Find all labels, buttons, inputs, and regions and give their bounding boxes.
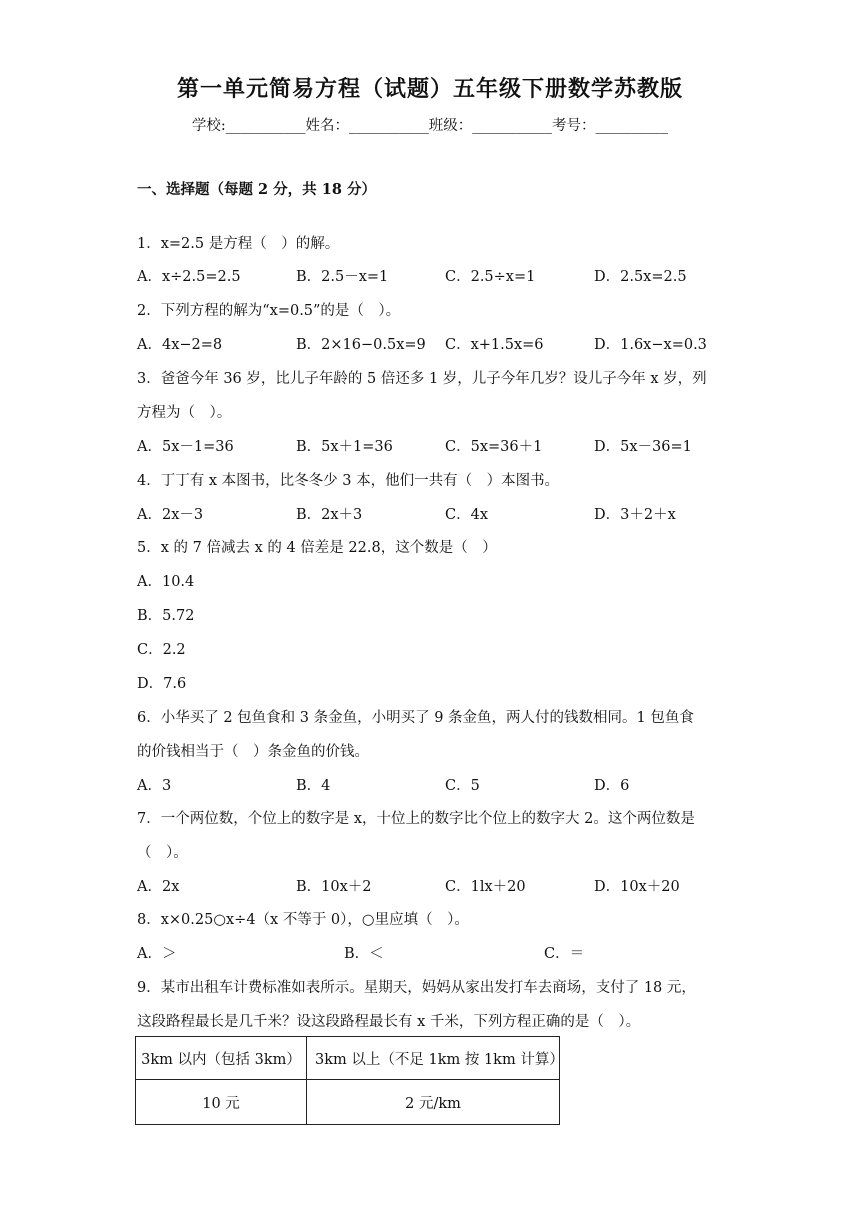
question-7-option-a: A．2x <box>137 879 180 895</box>
question-8-option-a: A．＞ <box>137 946 177 962</box>
question-2-option-d: D．1.6x−x=0.3 <box>594 337 707 353</box>
fare-table-header-extra: 3km 以上（不足 1km 按 1km 计算） <box>307 1037 560 1080</box>
question-3-option-a: A．5x－1=36 <box>137 439 234 455</box>
question-2-option-a: A．4x−2=8 <box>137 337 223 353</box>
question-3-stem-line-2: 方程为（ ）。 <box>137 405 232 421</box>
question-5-stem: 5．x 的 7 倍减去 x 的 4 倍差是 22.8，这个数是（ ） <box>137 540 497 556</box>
question-7-option-c: C．1lx＋20 <box>445 879 526 895</box>
question-2-option-b: B．2×16−0.5x=9 <box>296 337 426 353</box>
question-1-option-d: D．2.5x=2.5 <box>594 269 687 285</box>
fare-table-header-base: 3km 以内（包括 3km） <box>136 1037 307 1080</box>
fare-table-header-row <box>136 1037 560 1080</box>
question-3-stem-line-1: 3．爸爸今年 36 岁，比儿子年龄的 5 倍还多 1 岁，儿子今年几岁？设儿子今年 x 岁，列 <box>137 371 707 387</box>
question-6-stem-line-1: 6．小华买了 2 包鱼食和 3 条金鱼，小明买了 9 条金鱼，两人付的钱数相同。1 包鱼食 <box>137 710 694 726</box>
question-6-option-d: D．6 <box>594 778 630 794</box>
question-5-option-b: B．5.72 <box>137 608 195 624</box>
question-7-stem-line-1: 7．一个两位数，个位上的数字是 x，十位上的数字比个位上的数字大 2。这个两位数是 <box>137 811 695 827</box>
question-2-stem: 2．下列方程的解为“x=0.5”的是（ ）。 <box>137 303 401 319</box>
fare-table-value-extra: 2 元/km <box>307 1080 560 1125</box>
question-9-stem-line-1: 9．某市出租车计费标准如表所示。星期天，妈妈从家出发打车去商场，支付了 18 元， <box>137 980 696 996</box>
question-3-option-d: D．5x－36=1 <box>594 439 692 455</box>
question-5-option-a: A．10.4 <box>137 574 195 590</box>
question-1-stem: 1．x=2.5 是方程（ ）的解。 <box>137 236 340 252</box>
question-7-stem-line-2: （ ）。 <box>137 845 188 861</box>
question-6-stem-line-2: 的价钱相当于（ ）条金鱼的价钱。 <box>137 744 369 760</box>
fare-table-value-base: 10 元 <box>136 1080 307 1125</box>
question-4-option-c: C．4x <box>445 507 488 523</box>
question-4-option-d: D．3＋2＋x <box>594 507 676 523</box>
section-heading: 一、选择题（每题 2 分，共 18 分） <box>137 181 376 198</box>
question-7-option-b: B．10x＋2 <box>296 879 372 895</box>
question-1-option-b: B．2.5－x=1 <box>296 269 389 285</box>
question-3-option-b: B．5x＋1=36 <box>296 439 393 455</box>
question-6-option-c: C．5 <box>445 778 480 794</box>
question-2-option-c: C．x+1.5x=6 <box>445 337 544 353</box>
question-4-option-b: B．2x＋3 <box>296 507 363 523</box>
question-1-option-a: A．x÷2.5=2.5 <box>137 269 241 285</box>
question-5-option-c: C．2.2 <box>137 642 186 658</box>
student-info-line: 学校:___________姓名：___________班级：___________考号：__________ <box>191 118 669 134</box>
question-4-option-a: A．2x－3 <box>137 507 204 523</box>
question-7-option-d: D．10x＋20 <box>594 879 680 895</box>
question-6-option-b: B．4 <box>296 778 331 794</box>
question-4-stem: 4．丁丁有 x 本图书，比冬冬少 3 本，他们一共有（ ）本图书。 <box>137 473 560 489</box>
fare-table <box>135 1036 564 1125</box>
question-3-option-c: C．5x=36＋1 <box>445 439 543 455</box>
question-6-option-a: A．3 <box>137 778 172 794</box>
question-8-option-b: B．＜ <box>344 946 384 962</box>
page-title: 第一单元简易方程（试题）五年级下册数学苏教版 <box>176 76 683 102</box>
question-5-option-d: D．7.6 <box>137 676 187 692</box>
question-1-option-c: C．2.5÷x=1 <box>445 269 536 285</box>
question-8-stem: 8．x×0.25○x÷4（x 不等于 0），○里应填（ ）。 <box>137 912 469 928</box>
fare-table-value-row <box>136 1080 560 1125</box>
question-8-option-c: C．＝ <box>544 946 585 962</box>
question-9-stem-line-2: 这段路程最长是几千米？设这段路程最长有 x 千米，下列方程正确的是（ ）。 <box>137 1014 641 1030</box>
